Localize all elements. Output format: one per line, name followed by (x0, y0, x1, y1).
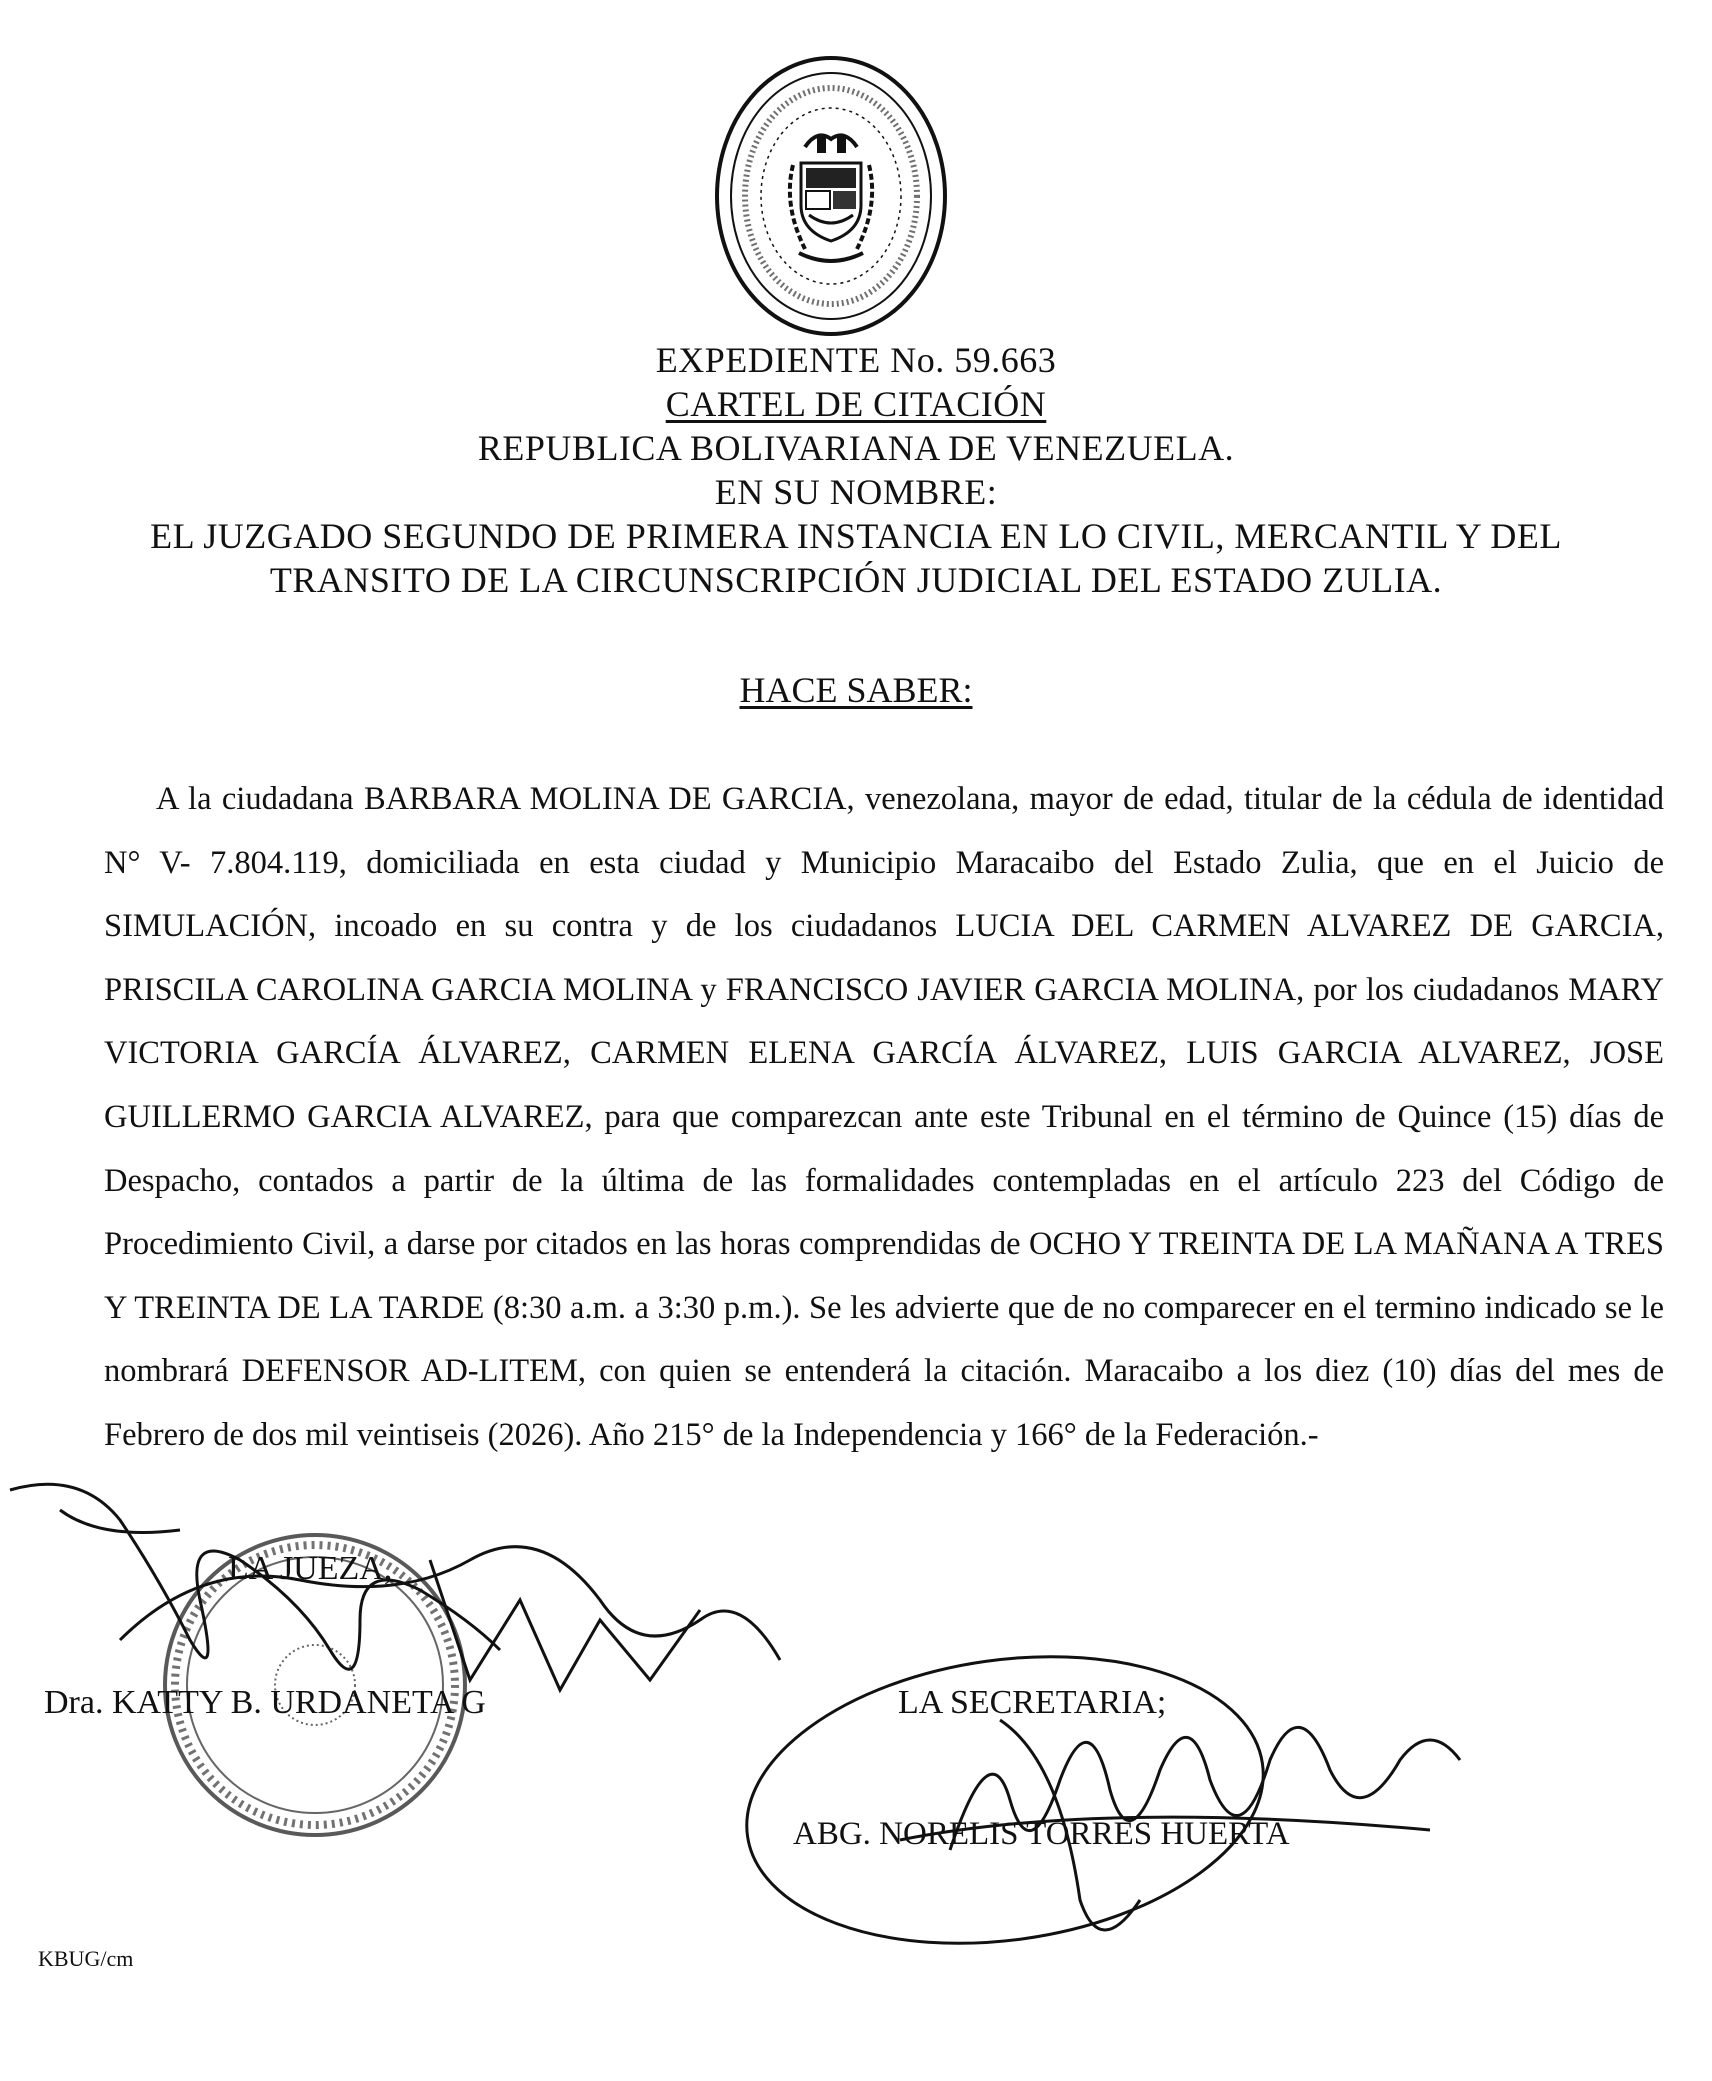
notice-heading (0, 668, 1712, 712)
secretary-name: ABG. NORELIS TORRES HUERTA (793, 1816, 1290, 1852)
judge-name: Dra. KATTY B. URDANETA G (44, 1684, 486, 1721)
document-type-title: CARTEL DE CITACIÓN (665, 384, 1047, 424)
judge-title: LA JUEZA, (228, 1550, 393, 1587)
court-name-line-2: TRANSITO DE LA CIRCUNSCRIPCIÓN JUDICIAL DEL ESTADO ZULIA. (269, 560, 1443, 600)
secretary-signature-icon (728, 1625, 1460, 1975)
expediente-number: EXPEDIENTE No. 59.663 (655, 340, 1057, 380)
judge-signature-icon (10, 1484, 780, 1690)
secretary-title: LA SECRETARIA; (898, 1684, 1167, 1721)
republic-name: REPUBLICA BOLIVARIANA DE VENEZUELA. (477, 428, 1235, 468)
court-name-line-1: EL JUZGADO SEGUNDO DE PRIMERA INSTANCIA EN LO CIVIL, MERCANTIL Y DEL (150, 516, 1562, 556)
court-seal-icon (713, 55, 949, 338)
notice-heading-text: HACE SABER: (739, 670, 973, 710)
typist-initials: KBUG/cm (38, 1946, 134, 1971)
document-header (0, 338, 1712, 602)
citation-body: A la ciudadana BARBARA MOLINA DE GARCIA, venezolana, mayor de edad, titular de la cédula de identidad N° V- 7.804.119, domiciliada en esta ciudad y Municipio Maracaibo del Estado Zulia, que en el Juicio de SIMULACIÓN, incoado en su contra y de los ciudadanos LUCIA DEL CARMEN ALVAREZ DE GARCIA, PRISCILA CAROLINA GARCIA MOLINA y FRANCISCO JAVIER GARCIA MOLINA, por los ciudadanos MARY VICTORIA GARCÍA ÁLVAREZ, CARMEN ELENA GARCÍA ÁLVAREZ, LUIS GARCIA ALVAREZ, JOSE GUILLERMO GARCIA ALVAREZ, para que comparezcan ante este Tribunal en el término de Quince (15) días de Despacho, contados a partir de la última de las formalidades contempladas en el artículo 223 del Código de Procedimiento Civil, a darse por citados en las horas comprendidas de OCHO Y TREINTA DE LA MAÑANA A TRES Y TREINTA DE LA TARDE (8:30 a.m. a 3:30 p.m.). Se les advierte que de no comparecer en el termino indicado se le nombrará DEFENSOR AD-LITEM, con quien se entenderá la citación. Maracaibo a los diez (10) días del mes de Febrero de dos mil veintiseis (2026). Año 215° de la Independencia y 166° de la Federación.- (104, 781, 1664, 1453)
in-name-line: EN SU NOMBRE: (714, 472, 998, 512)
